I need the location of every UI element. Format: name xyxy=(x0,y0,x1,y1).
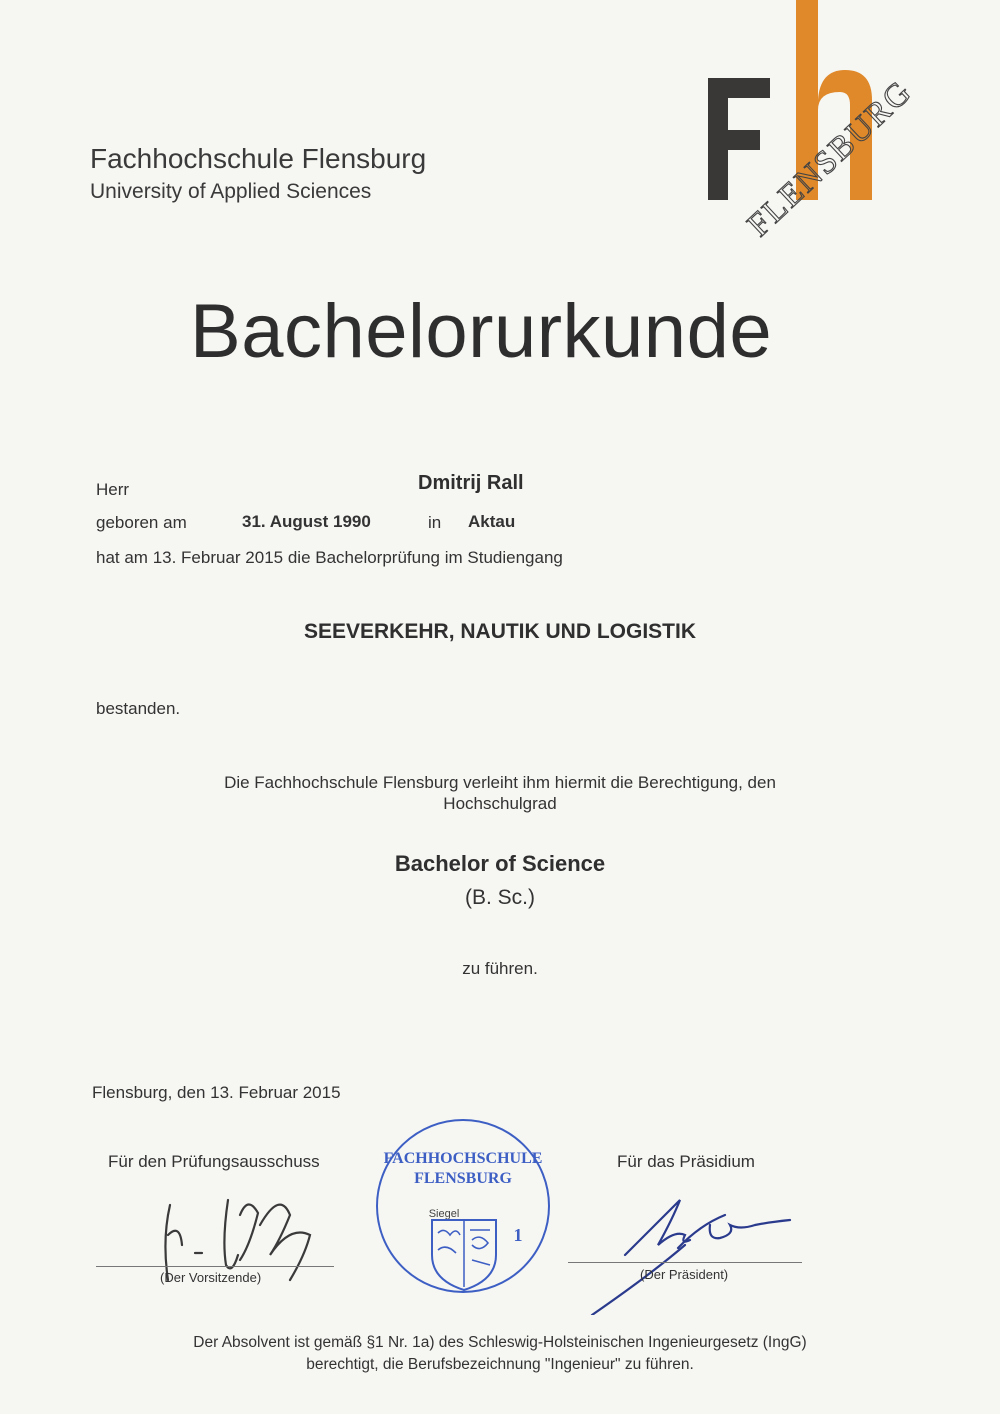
study-program: SEEVERKEHR, NAUTIK UND LOGISTIK xyxy=(303,620,697,643)
seal-label: Siegel xyxy=(428,1208,460,1220)
grant-text-line2: Hochschulgrad xyxy=(443,794,557,813)
salutation: Herr xyxy=(96,480,130,499)
birth-place: Aktau xyxy=(468,512,516,531)
to-use-text: zu führen. xyxy=(462,959,538,978)
left-signature-heading: Für den Prüfungsausschuss xyxy=(108,1152,320,1171)
left-signature-line xyxy=(96,1266,334,1267)
degree-abbreviation: (B. Sc.) xyxy=(464,886,535,909)
university-name: Fachhochschule Flensburg xyxy=(90,143,427,174)
degree-title: Bachelor of Science xyxy=(394,851,606,876)
grant-text-line1: Die Fachhochschule Flensburg verleiht ihm hiermit die Berechtigung, den xyxy=(224,773,776,792)
seal-text-bottom: FLENSBURG xyxy=(414,1170,512,1187)
left-signature-role: (Der Vorsitzende) xyxy=(160,1270,262,1285)
document-title: Bachelorurkunde xyxy=(190,289,773,374)
seal-number: 1 xyxy=(513,1225,523,1245)
in-label: in xyxy=(428,513,442,532)
passed-text: bestanden. xyxy=(96,699,181,718)
right-signature-heading: Für das Präsidium xyxy=(617,1152,755,1171)
place-date: Flensburg, den 13. Februar 2015 xyxy=(92,1083,341,1102)
logo-text: FLENSBURG xyxy=(740,73,920,244)
university-subtitle: University of Applied Sciences xyxy=(90,180,372,203)
right-signature-role: (Der Präsident) xyxy=(640,1267,729,1282)
person-name: Dmitrij Rall xyxy=(418,472,524,494)
born-label: geboren am xyxy=(96,513,187,532)
exam-sentence: hat am 13. Februar 2015 die Bachelorprüfung im Studiengang xyxy=(96,548,563,567)
footer-line1: Der Absolvent ist gemäß §1 Nr. 1a) des Schleswig-Holsteinischen Ingenieurgesetz (IngG) xyxy=(193,1334,807,1351)
footer-line2: berechtigt, die Berufsbezeichnung "Ingenieur" zu führen. xyxy=(306,1356,694,1373)
svg-text:FLENSBURG xyxy=(741,74,919,244)
right-signature-line xyxy=(568,1262,802,1263)
president-signature xyxy=(580,1190,800,1315)
birth-date: 31. August 1990 xyxy=(242,512,371,531)
seal-text-top: FACHHOCHSCHULE xyxy=(383,1150,543,1167)
official-seal xyxy=(372,1115,554,1297)
fh-flensburg-logo xyxy=(700,0,960,250)
